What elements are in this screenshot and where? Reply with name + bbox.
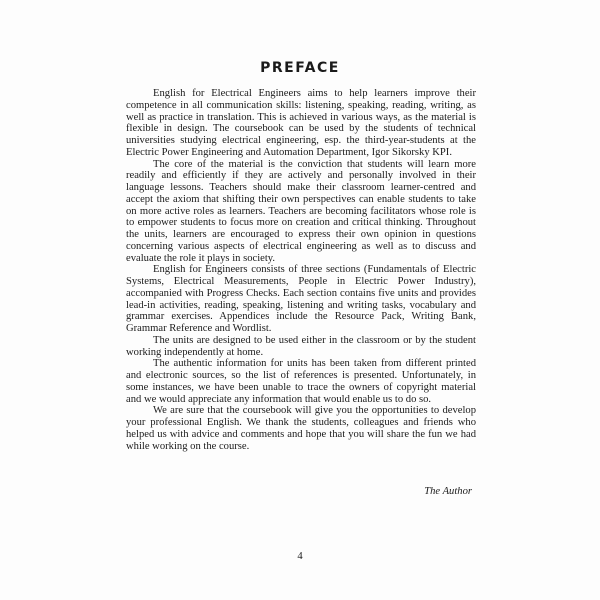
paragraph-5: The authentic information for units has been taken from different printed and electronic sources, so the list of references is presented. Unfortunately, in some instances, we have been unable to trace the owners of copyright material and we would appreciate any information that would enable us to do so. bbox=[126, 358, 476, 405]
paragraph-6: We are sure that the coursebook will give you the opportunities to develop your professional English. We thank the students, colleagues and friends who helped us with advice and comments and hope that you will share the fun we had while working on the course. bbox=[126, 405, 476, 452]
page-title: PREFACE bbox=[260, 60, 340, 76]
page-number: 4 bbox=[297, 551, 303, 562]
paragraph-4: The units are designed to be used either in the classroom or by the student working independently at home. bbox=[126, 334, 476, 358]
author-signature: The Author bbox=[424, 486, 472, 497]
paragraph-1: English for Electrical Engineers aims to help learners improve their competence in all communication skills: listening, speaking, reading, writing, as well as practice in translation. This is achieved in various ways, as the material is flexible in design. The coursebook can be used by the students of technical universities studying electrical engineering, esp. the third-year-students at the Electric Power Engineering and Automation Department, Igor Sikorsky KPI. bbox=[126, 88, 476, 158]
paragraph-2: The core of the material is the conviction that students will learn more readily and efficiently if they are actively and personally involved in their language lessons. Teachers should make their classroom learner-centred and accept the axiom that shifting their own perspectives can enable students to take on more active roles as learners. Teachers are becoming facilitators whose role is to empower students to focus more on creation and critical thinking. Throughout the units, learners are encouraged to express their own opinion in questions concerning various aspects of electrical engineering as well as to discuss and evaluate the role it plays in society. bbox=[126, 158, 476, 264]
preface-body bbox=[126, 88, 476, 452]
paragraph-3: English for Engineers consists of three sections (Fundamentals of Electric Systems, Electrical Measurements, People in Electric Power Industry), accompanied with Progress Checks. Each section contains five units and provides lead-in activities, reading, speaking, listening and writing tasks, vocabulary and grammar exercises. Appendices include the Resource Pack, Writing Bank, Grammar Reference and Wordlist. bbox=[126, 264, 476, 334]
